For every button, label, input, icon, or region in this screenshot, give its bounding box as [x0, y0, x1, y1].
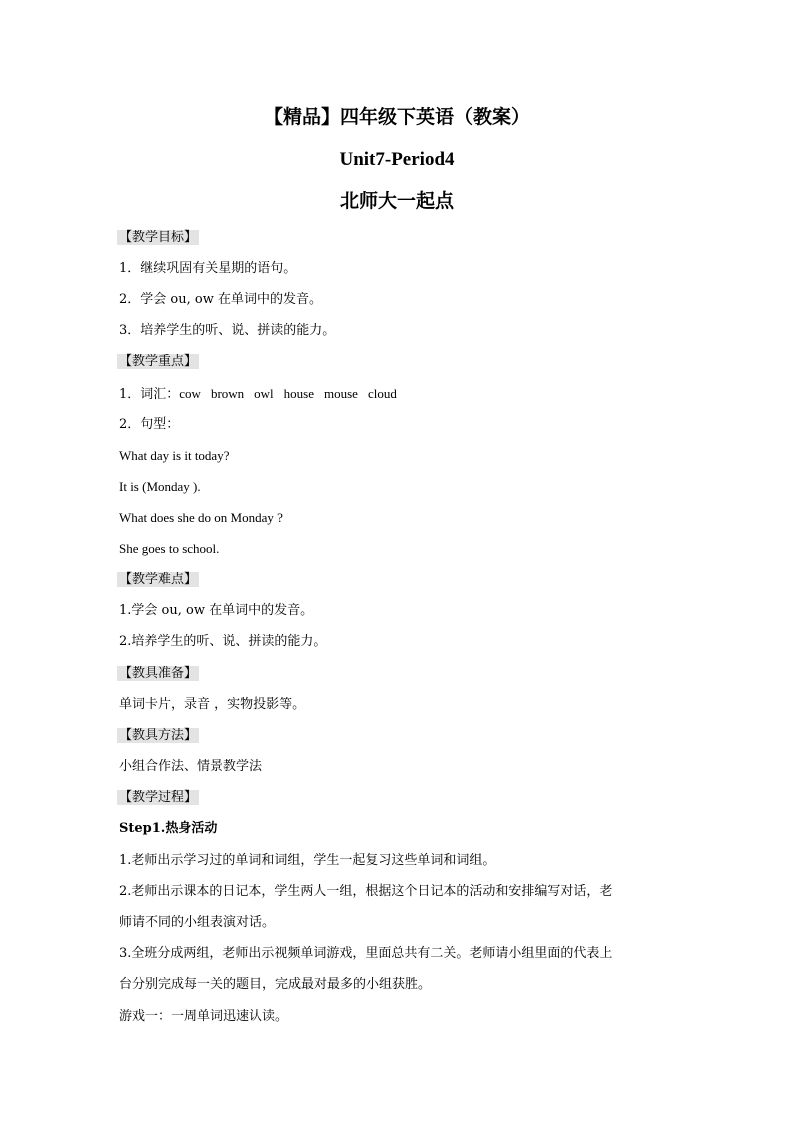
difficulty-item: 2.培养学生的听、说、拼读的能力。 [119, 634, 327, 649]
sentence-pattern: What day is it today? [119, 448, 230, 463]
goal-item: 1．继续巩固有关星期的语句。 [119, 261, 297, 276]
sentence-pattern: She goes to school. [119, 541, 220, 556]
process-line: 游戏一：一周单词迅速认读。 [119, 1009, 289, 1024]
doc-title: 【精品】四年级下英语（教案） [263, 106, 530, 128]
vocab-word: owl [254, 386, 274, 401]
sentence-label: 2．句型： [119, 417, 180, 432]
materials-text: 单词卡片，录音 ，实物投影等。 [119, 697, 306, 712]
process-line: 3.全班分成两组，老师出示视频单词游戏，里面总共有二关。老师请小组里面的代表上 [119, 946, 613, 961]
section-materials-heading: 【教具准备】 [119, 666, 198, 681]
process-line: 师请不同的小组表演对话。 [119, 915, 276, 930]
sentence-pattern: It is (Monday ). [119, 479, 201, 494]
vocab-word: cow [179, 386, 201, 401]
vocab-label: 1．词汇： [119, 387, 180, 402]
section-key-points-heading: 【教学重点】 [119, 354, 198, 369]
section-methods-heading: 【教具方法】 [119, 728, 198, 743]
section-process-heading: 【教学过程】 [119, 790, 198, 805]
methods-text: 小组合作法、情景教学法 [119, 759, 263, 774]
sentence-pattern: What does she do on Monday ? [119, 510, 283, 525]
vocab-word: mouse [324, 386, 358, 401]
goal-item: 2．学会 ou, ow 在单词中的发音。 [119, 292, 322, 307]
vocab-word: house [283, 386, 315, 401]
vocab-word: brown [210, 386, 245, 401]
section-goals-heading: 【教学目标】 [119, 230, 198, 245]
section-difficulties-heading: 【教学难点】 [119, 572, 198, 587]
difficulty-item: 1.学会 ou, ow 在单词中的发音。 [119, 603, 314, 618]
goal-item: 3．培养学生的听、说、拼读的能力。 [119, 323, 336, 338]
vocab-line [119, 384, 407, 405]
doc-subtitle: Unit7-Period4 [339, 149, 455, 170]
process-line: 2.老师出示课本的日记本，学生两人一组，根据这个日记本的活动和安排编写对话，老 [119, 884, 613, 899]
process-line: 1.老师出示学习过的单词和词组，学生一起复习这些单词和词组。 [119, 853, 496, 868]
vocab-word: cloud [367, 386, 397, 401]
process-line: 台分别完成每一关的题目，完成最对最多的小组获胜。 [119, 977, 432, 992]
step1-heading: Step1.热身活动 [119, 821, 218, 836]
doc-publisher: 北师大一起点 [339, 190, 454, 212]
